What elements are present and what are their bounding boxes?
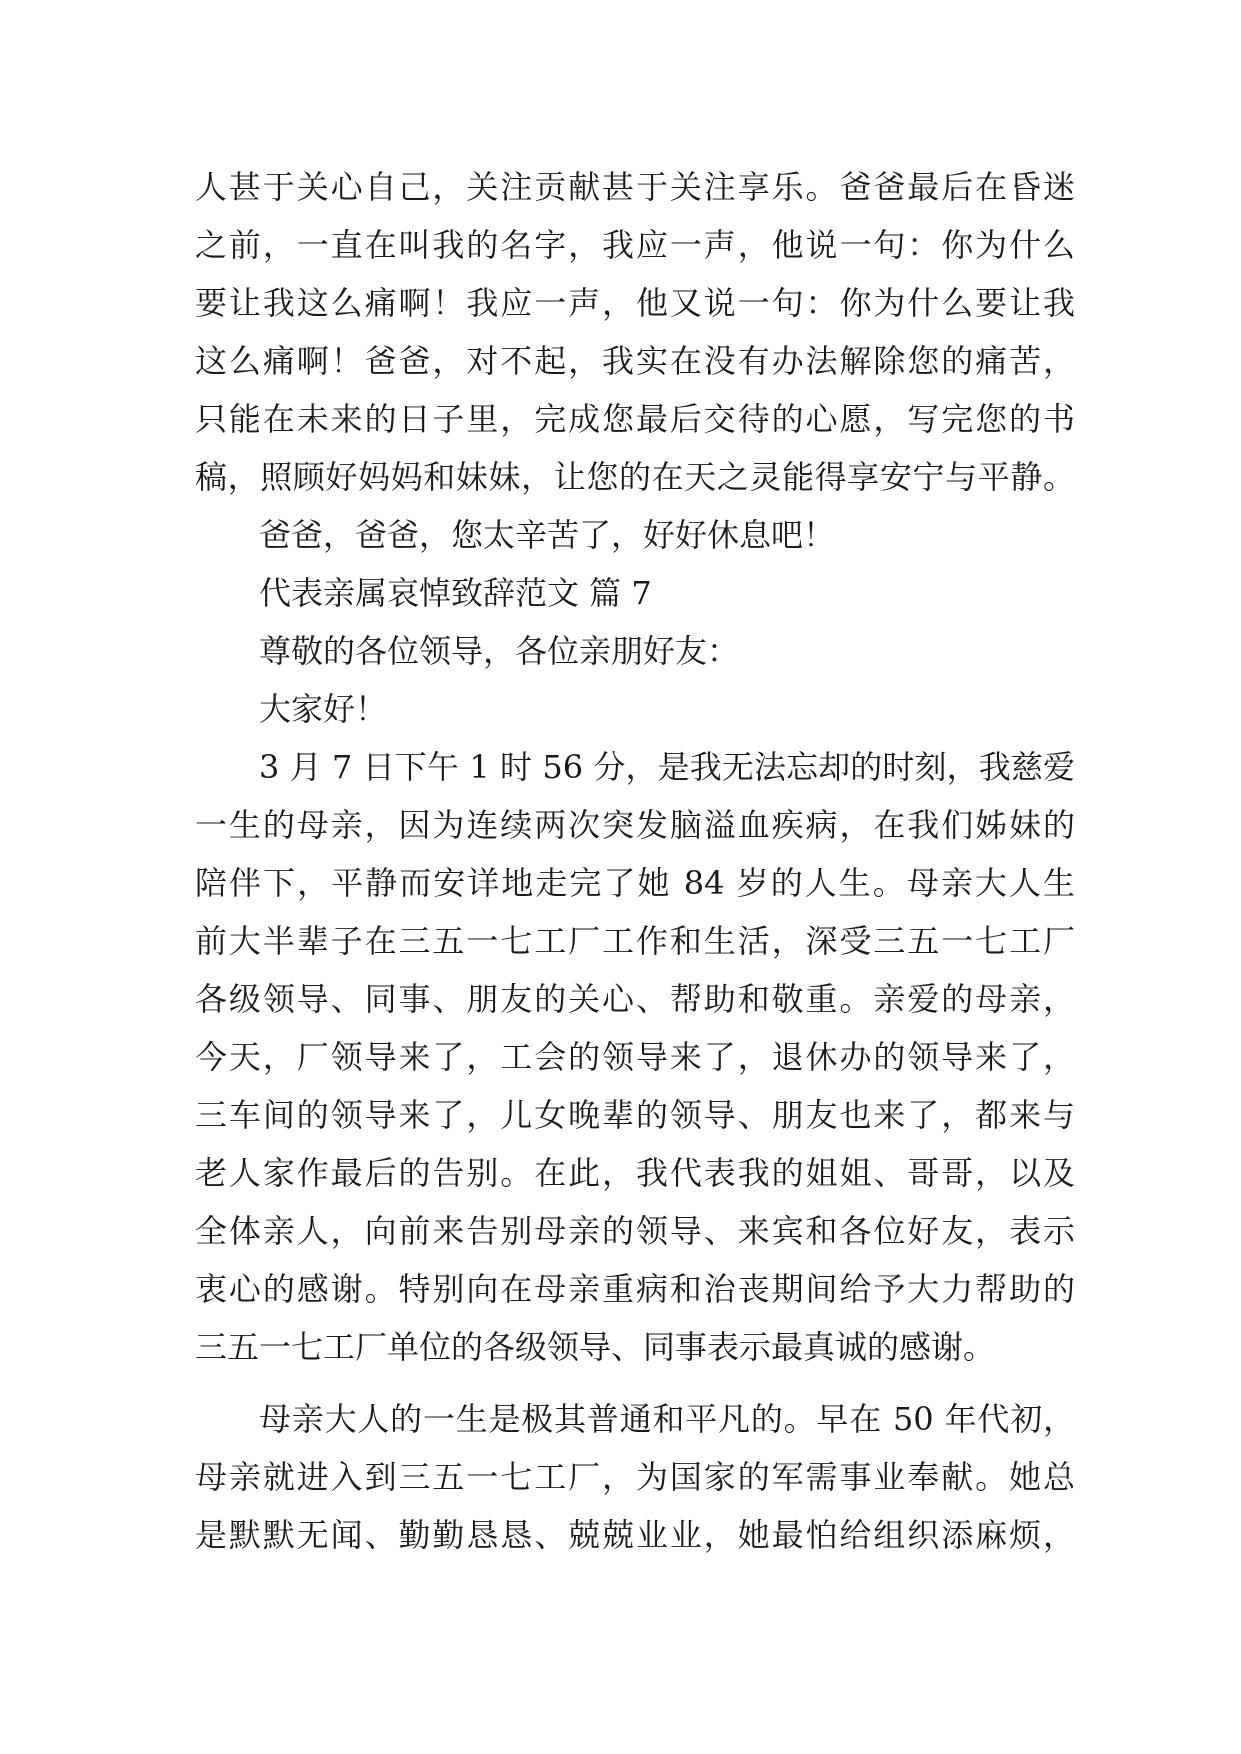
paragraph-line: 一生的母亲，因为连续两次突发脑溢血疾病，在我们姊妹的 [195,806,1075,844]
paragraph-line: 母亲大人的一生是极其普通和平凡的。早在 50 年代初， [259,1400,1075,1438]
paragraph-line: 全体亲人，向前来告别母亲的领导、来宾和各位好友，表示 [195,1212,1075,1250]
paragraph-line: 三车间的领导来了，儿女晚辈的领导、朋友也来了，都来与 [195,1096,1075,1134]
paragraph-line: 只能在未来的日子里，完成您最后交待的心愿，写完您的书 [195,400,1075,438]
paragraph-line: 衷心的感谢。特别向在母亲重病和治丧期间给予大力帮助的 [195,1270,1075,1308]
section-heading: 代表亲属哀悼致辞范文 篇 7 [259,574,652,612]
document-body [195,158,1075,1564]
paragraph-line: 今天，厂领导来了，工会的领导来了，退休办的领导来了， [195,1038,1075,1076]
paragraph-line: 老人家作最后的告别。在此，我代表我的姐姐、哥哥，以及 [195,1154,1075,1192]
paragraph-line: 稿，照顾好妈妈和妹妹，让您的在天之灵能得享安宁与平静。 [195,458,1075,496]
paragraph-line: 母亲就进入到三五一七工厂，为国家的军需事业奉献。她总 [195,1458,1075,1496]
paragraph-line: 要让我这么痛啊！我应一声，他又说一句：你为什么要让我 [195,284,1075,322]
paragraph-line: 各级领导、同事、朋友的关心、帮助和敬重。亲爱的母亲， [195,980,1075,1018]
paragraph-line: 这么痛啊！爸爸，对不起，我实在没有办法解除您的痛苦， [195,342,1075,380]
paragraph-line: 3 月 7 日下午 1 时 56 分，是我无法忘却的时刻，我慈爱 [259,748,1075,786]
paragraph-line: 之前，一直在叫我的名字，我应一声，他说一句：你为什么 [195,226,1075,264]
paragraph-gap [195,1376,1075,1390]
paragraph-line: 陪伴下，平静而安详地走完了她 84 岁的人生。母亲大人生 [195,864,1075,902]
salutation: 尊敬的各位领导，各位亲朋好友： [259,632,740,670]
greeting: 大家好！ [259,690,388,728]
paragraph-line: 是默默无闻、勤勤恳恳、兢兢业业，她最怕给组织添麻烦， [195,1516,1075,1554]
paragraph-line: 前大半辈子在三五一七工厂工作和生活，深受三五一七工厂 [195,922,1075,960]
paragraph-line: 爸爸，爸爸，您太辛苦了，好好休息吧！ [259,516,836,554]
paragraph-line: 人甚于关心自己，关注贡献甚于关注享乐。爸爸最后在昏迷 [195,168,1075,206]
paragraph-line: 三五一七工厂单位的各级领导、同事表示最真诚的感谢。 [195,1328,996,1366]
